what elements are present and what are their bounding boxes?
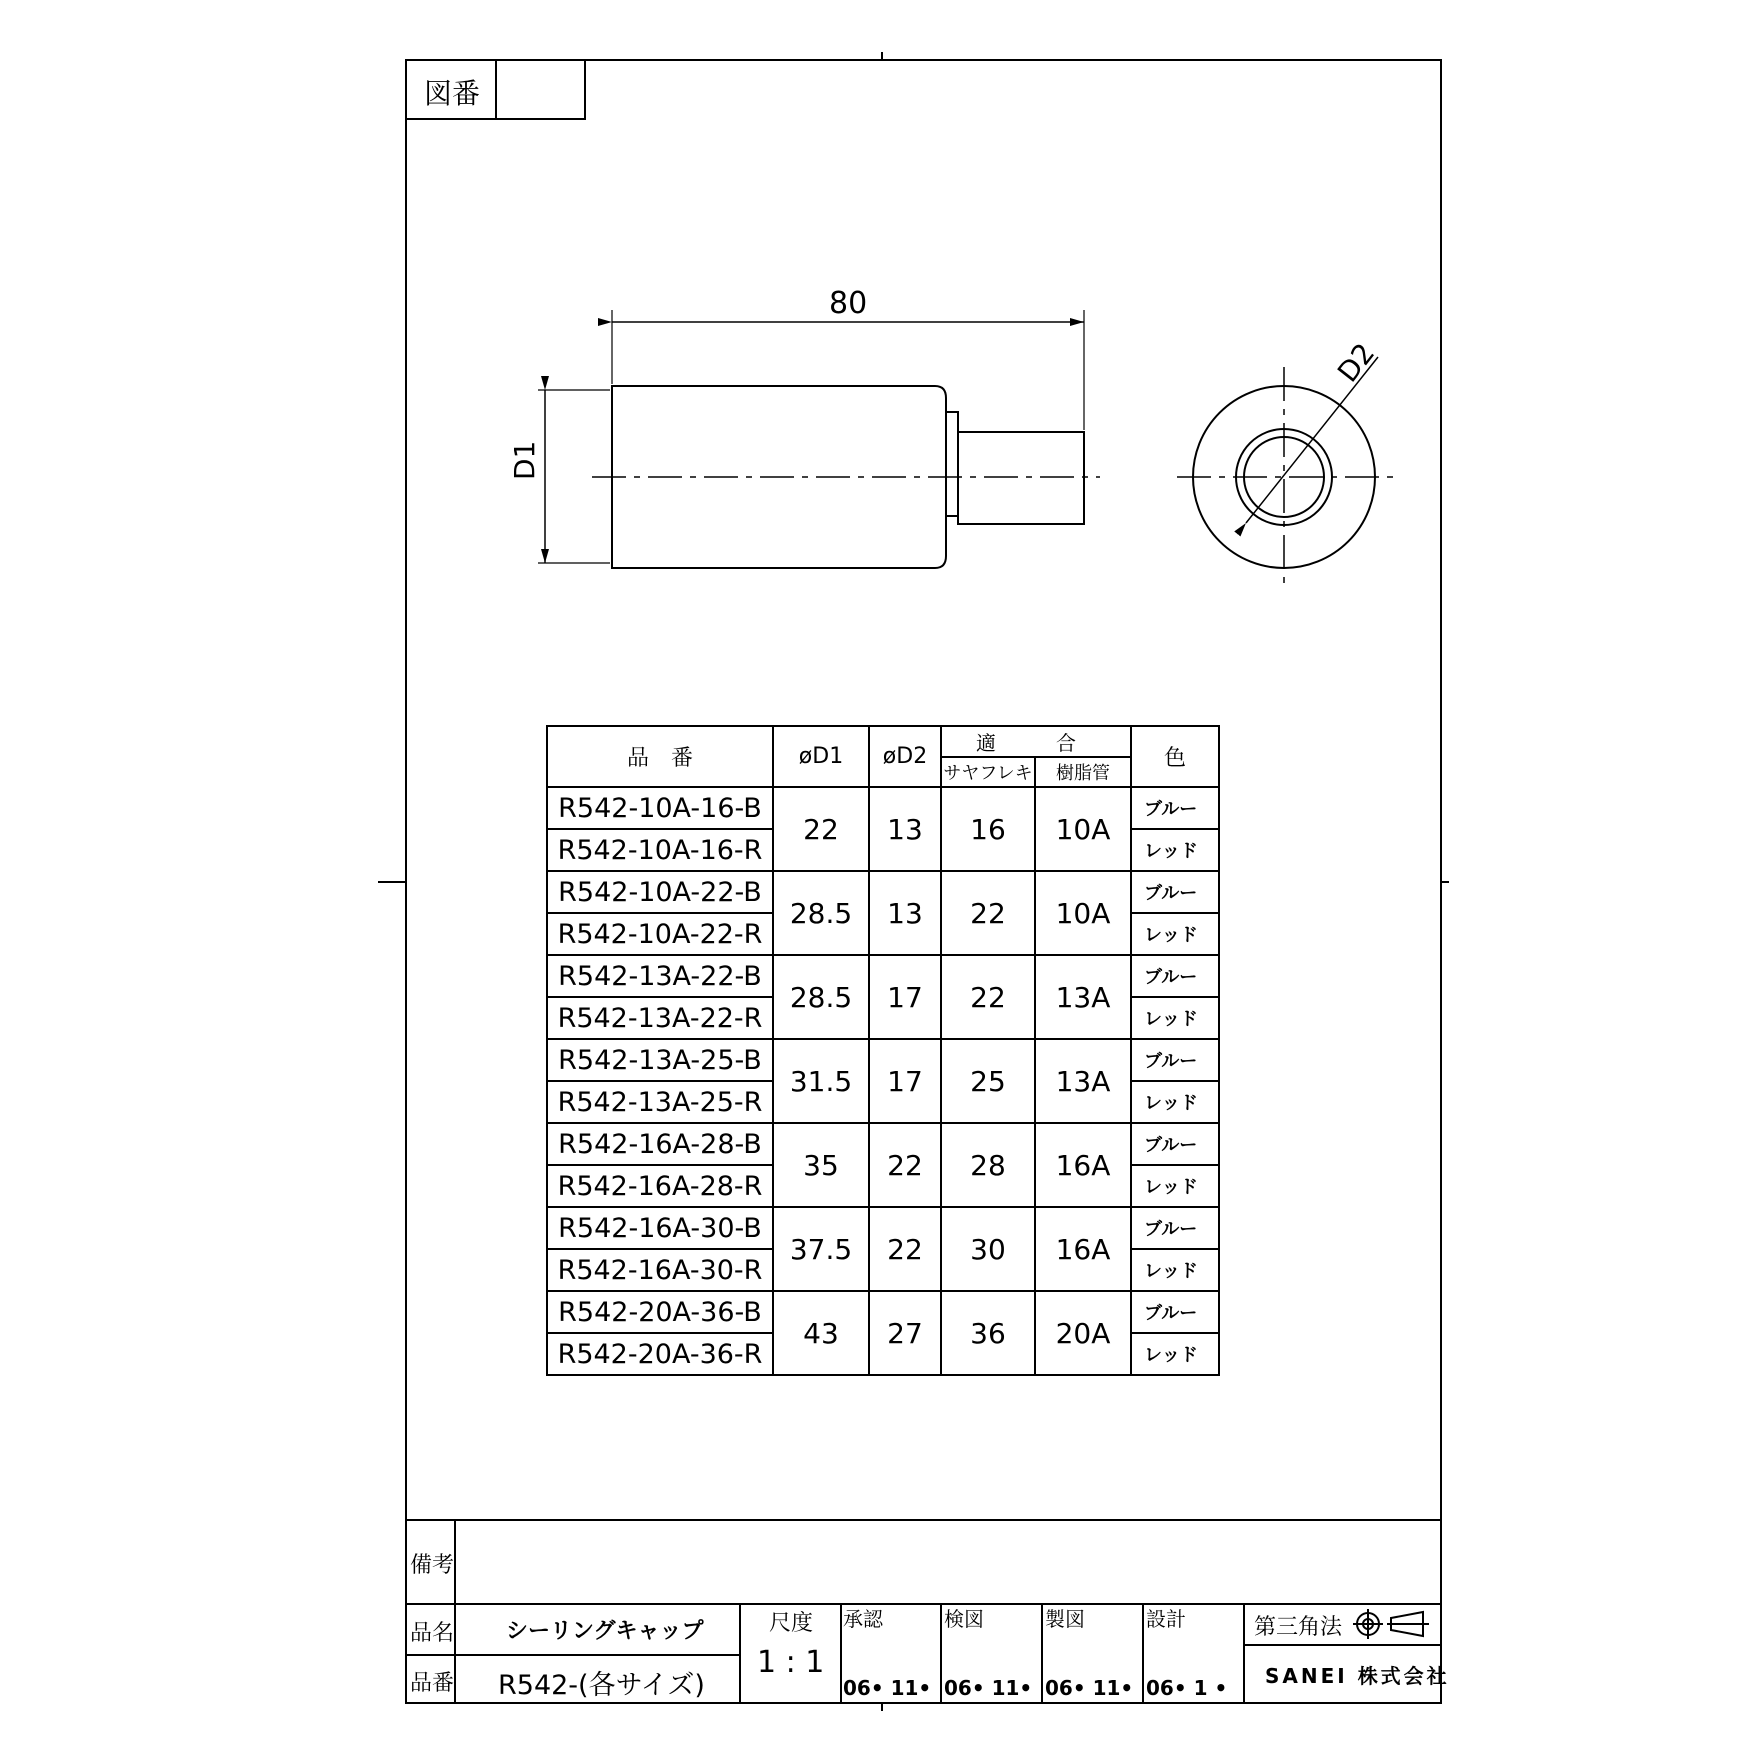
part-number-cell: R542-10A-22-B <box>547 871 773 913</box>
design-divider <box>1243 1603 1245 1704</box>
part-number-cell: R542-16A-28-B <box>547 1123 773 1165</box>
saya-cell: 16 <box>941 787 1035 871</box>
scale-value: 1 : 1 <box>757 1645 825 1680</box>
part-number-cell: R542-20A-36-R <box>547 1333 773 1375</box>
d1-cell: 28.5 <box>773 871 869 955</box>
spec-table <box>546 725 1220 1376</box>
d1-cell: 35 <box>773 1123 869 1207</box>
d1-cell: 43 <box>773 1291 869 1375</box>
resin-cell: 13A <box>1035 1039 1131 1123</box>
header-resin: 樹脂管 <box>1035 757 1131 787</box>
design-date: 06• 1 • <box>1146 1676 1228 1700</box>
drawing-label: 製図 <box>1045 1607 1085 1631</box>
header-saya: サヤフレキ <box>941 757 1035 787</box>
color-cell: レッド <box>1131 1333 1219 1375</box>
part-number-cell: R542-13A-25-B <box>547 1039 773 1081</box>
side-view <box>538 310 1100 568</box>
part-number-cell: R542-13A-22-R <box>547 997 773 1039</box>
name-number-divider <box>405 1654 740 1656</box>
projection-company-divider <box>1243 1644 1442 1646</box>
end-view <box>1177 357 1393 585</box>
approval-divider <box>940 1603 942 1704</box>
d1-cell: 37.5 <box>773 1207 869 1291</box>
header-d2: øD2 <box>869 726 941 787</box>
drawing-number-label: 図番 <box>424 77 481 110</box>
drawing-divider <box>1142 1603 1144 1704</box>
saya-cell: 30 <box>941 1207 1035 1291</box>
color-cell: レッド <box>1131 829 1219 871</box>
resin-cell: 16A <box>1035 1123 1131 1207</box>
saya-cell: 28 <box>941 1123 1035 1207</box>
color-cell: レッド <box>1131 1165 1219 1207</box>
header-color: 色 <box>1131 726 1219 787</box>
remarks-bottom-line <box>405 1603 1442 1605</box>
d2-cell: 13 <box>869 871 941 955</box>
header-d1: øD1 <box>773 726 869 787</box>
product-name: シーリングキャップ <box>506 1619 704 1644</box>
product-number: R542-(各サイズ) <box>498 1670 705 1701</box>
scale-divider-left <box>739 1603 741 1704</box>
color-cell: レッド <box>1131 1081 1219 1123</box>
design-label: 設計 <box>1146 1607 1186 1631</box>
color-cell: ブルー <box>1131 871 1219 913</box>
part-number-cell: R542-13A-25-R <box>547 1081 773 1123</box>
name-label: 品名 <box>410 1621 455 1646</box>
color-cell: ブルー <box>1131 787 1219 829</box>
d2-cell: 22 <box>869 1207 941 1291</box>
d1-cell: 31.5 <box>773 1039 869 1123</box>
table-row <box>547 1123 1219 1165</box>
scale-label: 尺度 <box>769 1611 814 1636</box>
table-row <box>547 1207 1219 1249</box>
saya-cell: 22 <box>941 955 1035 1039</box>
table-row <box>547 787 1219 829</box>
length-dimension-label: 80 <box>829 286 868 321</box>
d1-cell: 28.5 <box>773 955 869 1039</box>
part-number-cell: R542-10A-16-B <box>547 787 773 829</box>
table-row <box>547 1291 1219 1333</box>
d2-cell: 22 <box>869 1123 941 1207</box>
part-number-cell: R542-16A-30-R <box>547 1249 773 1291</box>
approval-date: 06• 11• <box>843 1676 932 1700</box>
table-row <box>547 1039 1219 1081</box>
number-label: 品番 <box>410 1671 455 1696</box>
part-number-cell: R542-10A-22-R <box>547 913 773 955</box>
resin-cell: 20A <box>1035 1291 1131 1375</box>
part-number-cell: R542-20A-36-B <box>547 1291 773 1333</box>
saya-cell: 36 <box>941 1291 1035 1375</box>
d2-cell: 17 <box>869 955 941 1039</box>
d2-cell: 17 <box>869 1039 941 1123</box>
saya-cell: 25 <box>941 1039 1035 1123</box>
color-cell: レッド <box>1131 913 1219 955</box>
resin-cell: 16A <box>1035 1207 1131 1291</box>
d2-cell: 13 <box>869 787 941 871</box>
color-cell: レッド <box>1131 1249 1219 1291</box>
third-angle-projection-icon <box>1351 1607 1431 1641</box>
color-cell: ブルー <box>1131 1039 1219 1081</box>
color-cell: レッド <box>1131 997 1219 1039</box>
header-part-no: 品 番 <box>547 726 773 787</box>
color-cell: ブルー <box>1131 955 1219 997</box>
resin-cell: 13A <box>1035 955 1131 1039</box>
part-number-cell: R542-16A-28-R <box>547 1165 773 1207</box>
d1-dimension-label: D1 <box>508 440 541 480</box>
projection-label: 第三角法 <box>1254 1615 1343 1640</box>
table-row <box>547 871 1219 913</box>
d1-cell: 22 <box>773 787 869 871</box>
resin-cell: 10A <box>1035 787 1131 871</box>
saya-cell: 22 <box>941 871 1035 955</box>
title-block-top-line <box>405 1519 1442 1521</box>
part-number-cell: R542-10A-16-R <box>547 829 773 871</box>
remarks-label: 備考 <box>410 1553 455 1578</box>
check-label: 検図 <box>944 1607 984 1631</box>
check-divider <box>1041 1603 1043 1704</box>
color-cell: ブルー <box>1131 1207 1219 1249</box>
drawing-date: 06• 11• <box>1045 1676 1134 1700</box>
company-name: SANEI 株式会社 <box>1265 1664 1450 1688</box>
resin-cell: 10A <box>1035 871 1131 955</box>
table-row <box>547 955 1219 997</box>
d2-dimension-label: D2 <box>1331 336 1382 389</box>
d2-cell: 27 <box>869 1291 941 1375</box>
title-block-label-divider <box>454 1519 456 1704</box>
color-cell: ブルー <box>1131 1291 1219 1333</box>
part-number-cell: R542-16A-30-B <box>547 1207 773 1249</box>
approval-label: 承認 <box>843 1607 883 1631</box>
part-number-cell: R542-13A-22-B <box>547 955 773 997</box>
scale-divider-right <box>840 1603 842 1704</box>
check-date: 06• 11• <box>944 1676 1033 1700</box>
color-cell: ブルー <box>1131 1123 1219 1165</box>
header-fit: 適 合 <box>941 726 1131 757</box>
